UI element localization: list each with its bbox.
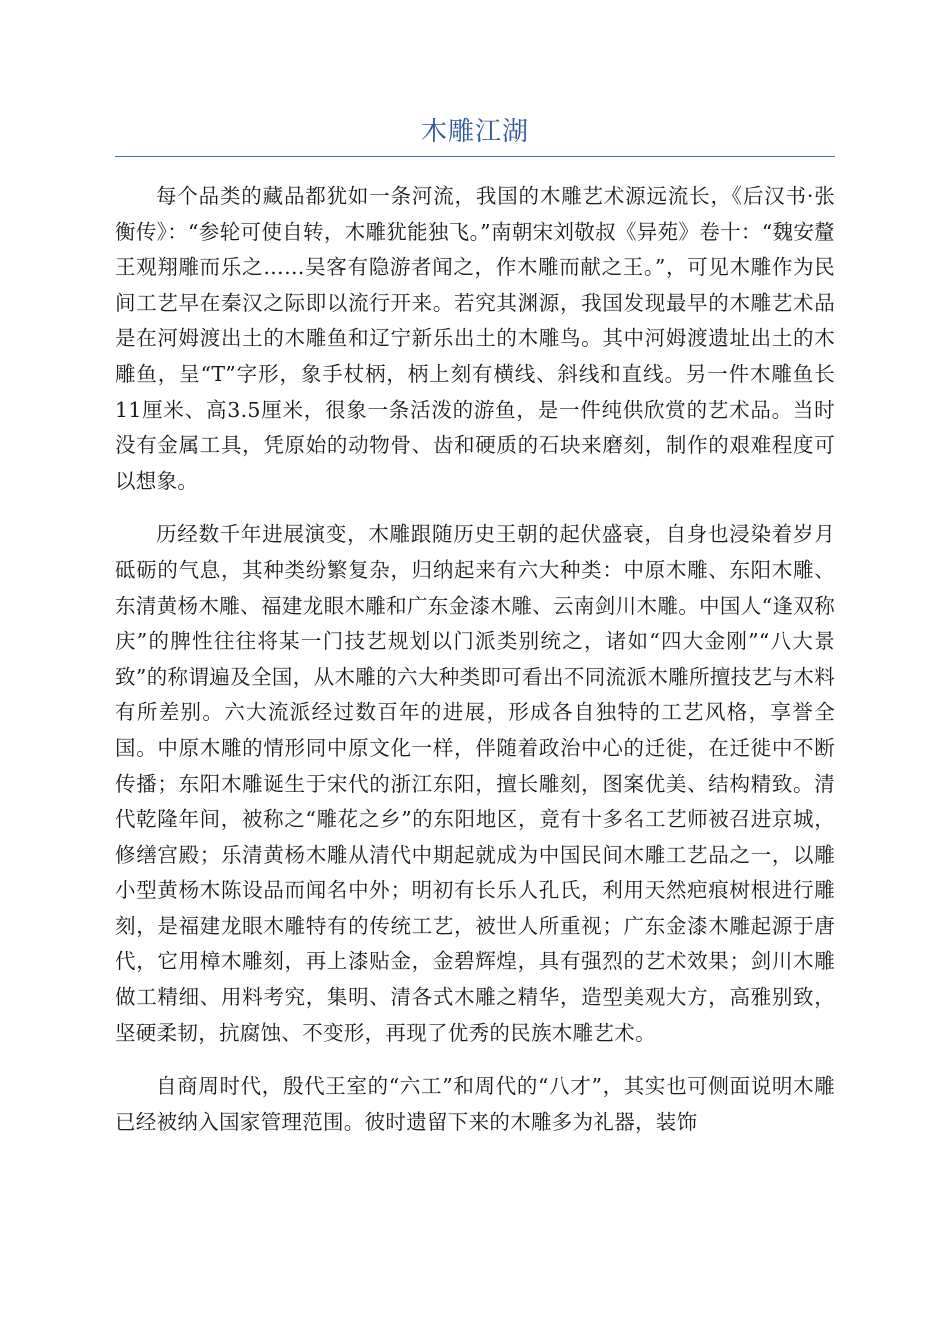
- document-body: [115, 179, 835, 1140]
- document-title: 木雕江湖: [115, 112, 835, 157]
- paragraph-2: 历经数千年进展演变，木雕跟随历史王朝的起伏盛衰，自身也浸染着岁月砥砺的气息，其种类纷繁复杂，归纳起来有六大种类：中原木雕、东阳木雕、东清黄杨木雕、福建龙眼木雕和广东金漆木雕、云南剑川木雕。中国人“逢双称庆”的脾性往往将某一门技艺规划以门派类别统之，诸如“四大金刚”“八大景致”的称谓遍及全国，从木雕的六大种类即可看出不同流派木雕所擅技艺与木料有所差别。六大流派经过数百年的进展，形成各自独特的工艺风格，享誉全国。中原木雕的情形同中原文化一样，伴随着政治中心的迁徙，在迁徙中不断传播；东阳木雕诞生于宋代的浙江东阳，擅长雕刻，图案优美、结构精致。清代乾隆年间，被称之“雕花之乡”的东阳地区，竟有十多名工艺师被召进京城，修缮宫殿；乐清黄杨木雕从清代中期起就成为中国民间木雕工艺品之一，以雕小型黄杨木陈设品而闻名中外；明初有长乐人孔氏，利用天然疤痕树根进行雕刻，是福建龙眼木雕特有的传统工艺，被世人所重视；广东金漆木雕起源于唐代，它用樟木雕刻，再上漆贴金，金碧辉煌，具有强烈的艺术效果；剑川木雕做工精细、用料考究，集明、清各式木雕之精华，造型美观大方，高雅别致，坚硬柔韧，抗腐蚀、不变形，再现了优秀的民族木雕艺术。: [115, 522, 835, 1045]
- paragraph-1: 每个品类的藏品都犹如一条河流，我国的木雕艺术源远流长，《后汉书·张衡传》：“参轮可使自转，木雕犹能独飞。”南朝宋刘敬叔《异苑》卷十：“魏安釐王观翔雕而乐之……吴客有隐游者闻之，作木雕而献之王。”，可见木雕作为民间工艺早在秦汉之际即以流行开来。若究其渊源，我国发现最早的木雕艺术品是在河姆渡出土的木雕鱼和辽宁新乐出土的木雕鸟。其中河姆渡遗址出土的木雕鱼，呈“T”字形，象手杖柄，柄上刻有横线、斜线和直线。另一件木雕鱼长11厘米、高3.5厘米，很象一条活泼的游鱼，是一件纯供欣赏的艺术品。当时没有金属工具，凭原始的动物骨、齿和硬质的石块来磨刻，制作的艰难程度可以想象。: [115, 184, 835, 493]
- paragraph-3: 自商周时代，殷代王室的“六工”和周代的“八才”，其实也可侧面说明木雕已经被纳入国家管理范围。彼时遗留下来的木雕多为礼器，装饰: [115, 1074, 835, 1134]
- document-page: [115, 112, 835, 1158]
